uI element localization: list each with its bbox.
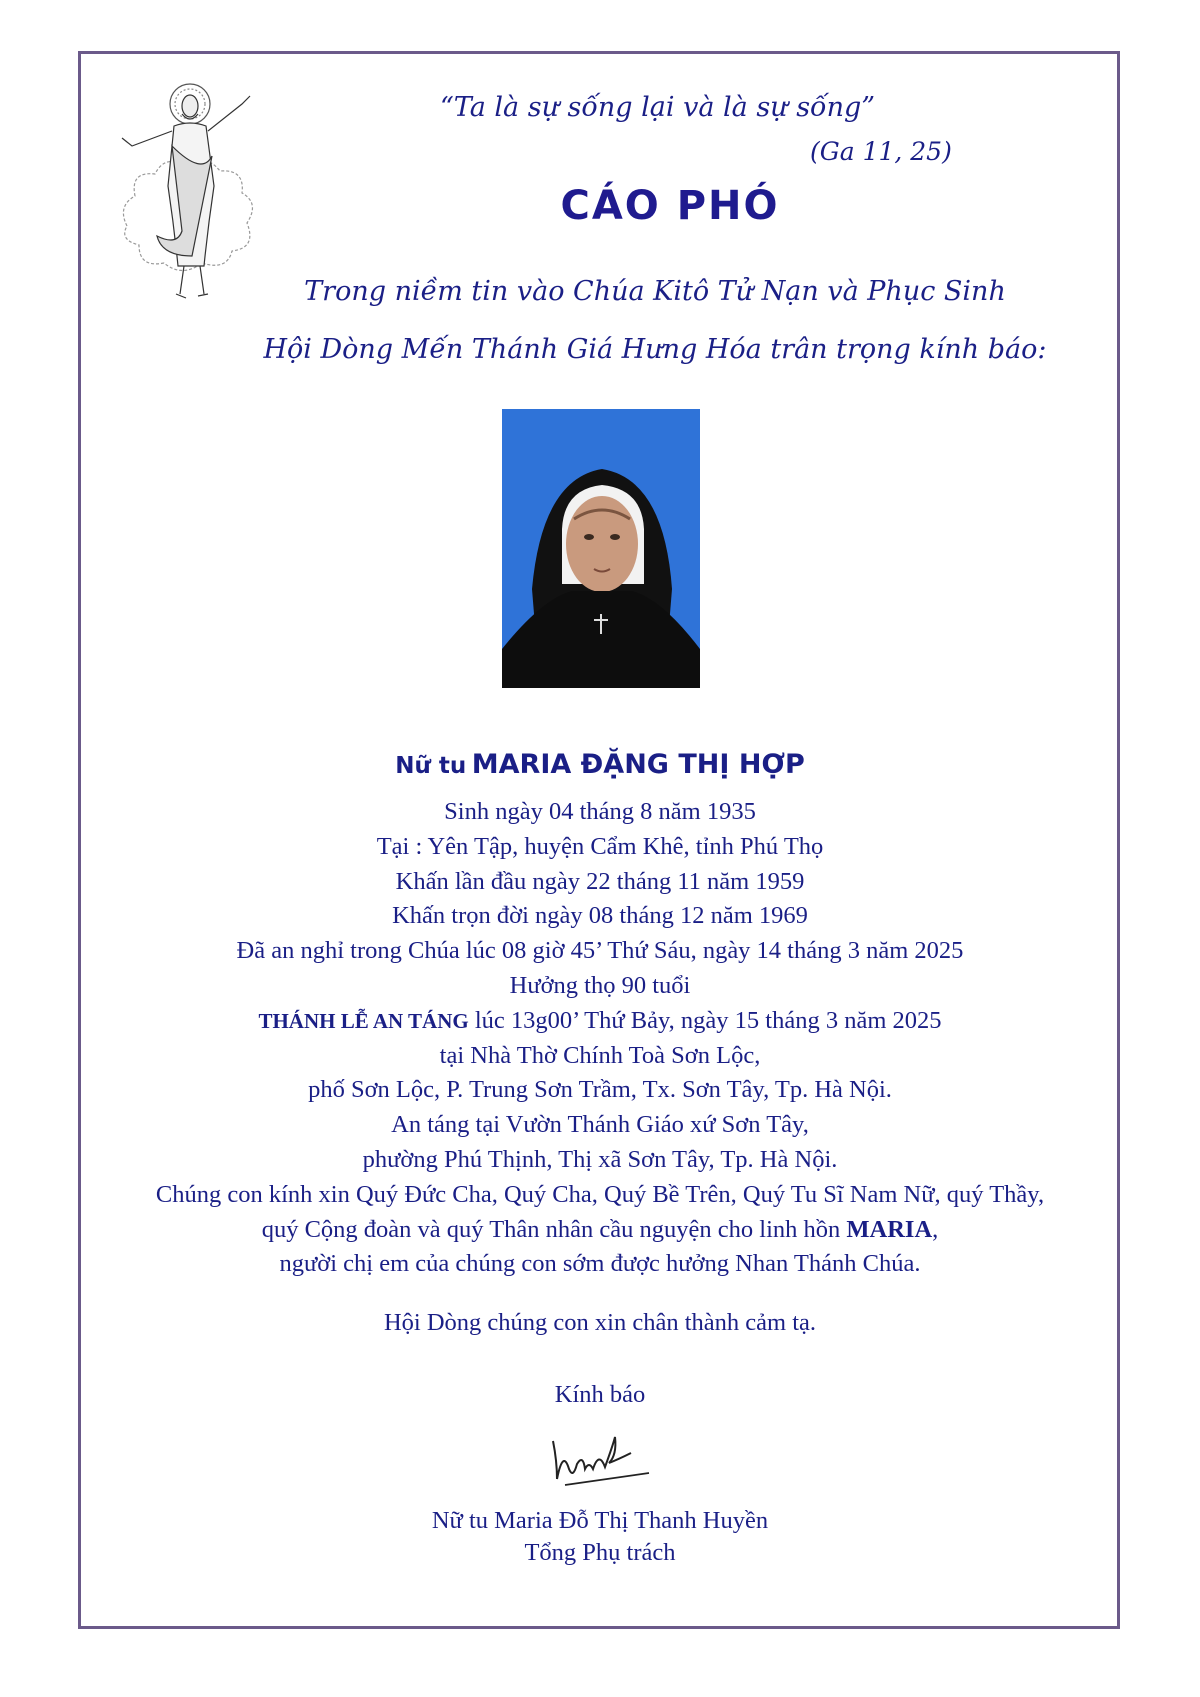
age-line: Hưởng thọ 90 tuổi [509,971,691,999]
prayer-request-line-2 [0,1213,1200,1248]
final-vows-line: Khấn trọn đời ngày 08 tháng 12 năm 1969 [392,902,808,930]
obituary-details [0,795,1200,1282]
funeral-label: THÁNH LỄ AN TÁNG [258,1008,469,1033]
portrait-illustration [502,409,700,688]
scripture-quote: “Ta là sự sống lại và là sự sống” [440,92,876,123]
kinh-bao-line: Kính báo [554,1381,646,1408]
name-prefix: Nữ tu [395,753,467,779]
prayer-request-line-3: người chị em của chúng con sớm được hưởng Nhan Thánh Chúa. [279,1250,921,1278]
intro-line-1: Trong niềm tin vào Chúa Kitô Tử Nạn và Phục Sinh [304,276,1006,307]
birth-place-line: Tại : Yên Tập, huyện Cẩm Khê, tỉnh Phú Thọ [376,832,824,860]
funeral-venue-line: tại Nhà Thờ Chính Toà Sơn Lộc, [439,1041,761,1069]
signer-title: Tổng Phụ trách [524,1539,676,1566]
funeral-address-line: phố Sơn Lộc, P. Trung Sơn Trầm, Tx. Sơn Tây, Tp. Hà Nội. [308,1076,892,1104]
birth-date-line: Sinh ngày 04 tháng 8 năm 1935 [444,798,756,825]
portrait-photo [502,409,700,688]
signer-name: Nữ tu Maria Đỗ Thị Thanh Huyền [431,1507,769,1534]
funeral-time: lúc 13g00’ Thứ Bảy, ngày 15 tháng 3 năm 2025 [474,1006,942,1034]
death-line: Đã an nghỉ trong Chúa lúc 08 giờ 45’ Thứ Sáu, ngày 14 tháng 3 năm 2025 [236,937,964,965]
scripture-reference: (Ga 11, 25) [810,137,952,166]
prayer-request-line-1: Chúng con kính xin Quý Đức Cha, Quý Cha, Quý Bề Trên, Quý Tu Sĩ Nam Nữ, quý Thầy, [155,1180,1045,1208]
intro-line-2: Hội Dòng Mến Thánh Giá Hưng Hóa trân trọng kính báo: [263,334,1047,365]
signer-block [0,1505,1200,1569]
handwritten-signature [545,1421,655,1491]
prayer-name: MARIA [846,1215,933,1243]
funeral-line [0,1004,1200,1039]
burial-place-line: An táng tại Vườn Thánh Giáo xứ Sơn Tây, [391,1111,809,1139]
name-text: MARIA ĐẶNG THỊ HỢP [471,749,805,780]
deceased-name [0,749,1200,780]
prayer-comma: , [932,1215,939,1243]
first-vows-line: Khấn lần đầu ngày 22 tháng 11 năm 1959 [395,867,805,895]
thanks-line: Hội Dòng chúng con xin chân thành cảm tạ. [383,1309,817,1336]
page-title: CÁO PHÓ [560,183,780,229]
burial-address-line: phường Phú Thịnh, Thị xã Sơn Tây, Tp. Hà Nội. [362,1145,838,1173]
prayer-text: quý Cộng đoàn và quý Thân nhân cầu nguyện cho linh hồn [261,1215,841,1243]
